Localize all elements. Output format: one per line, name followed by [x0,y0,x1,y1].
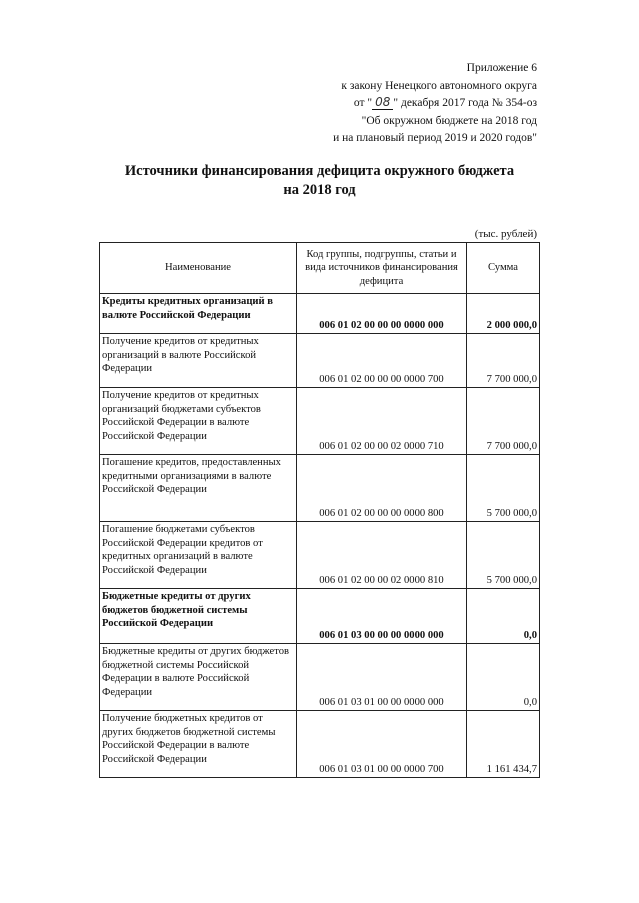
row-code: 006 01 02 00 00 02 0000 710 [297,388,467,455]
row-name: Погашение кредитов, предоставленных кредитными организациями в валюте Российской Федерации [100,455,297,522]
appendix-law-title-1: "Об окружном бюджете на 2018 год [361,114,537,127]
table-row [100,455,540,522]
appendix-date-suffix: " декабря 2017 года № 354-оз [393,97,537,109]
table-row [100,711,540,778]
row-sum: 5 700 000,0 [467,522,540,589]
table-row [100,644,540,711]
financing-sources-table [99,242,540,778]
table-row [100,294,540,334]
table-row [100,589,540,644]
appendix-block [333,60,537,148]
units-label: (тыс. рублей) [474,228,537,240]
title-line-1: Источники финансирования дефицита окружного бюджета [124,163,515,179]
document-title [100,162,539,200]
header-sum: Сумма [467,243,540,294]
row-code: 006 01 03 01 00 00 0000 700 [297,711,467,778]
header-name: Наименование [100,243,297,294]
row-name: Получение бюджетных кредитов от других бюджетов бюджетной системы Российской Федерации в валюте Российской Федерации [100,711,297,778]
row-sum: 0,0 [467,644,540,711]
row-sum: 5 700 000,0 [467,455,540,522]
header-code: Код группы, подгруппы, статьи и вида источников финансирования дефицита [297,243,467,294]
row-code: 006 01 03 00 00 00 0000 000 [297,589,467,644]
appendix-number: Приложение 6 [466,62,537,74]
title-line-2: на 2018 год [283,182,356,198]
row-name: Получение кредитов от кредитных организаций бюджетами субъектов Российской Федерации в валюте Российской Федерации [100,388,297,455]
row-code: 006 01 02 00 00 00 0000 700 [297,334,467,388]
table-row [100,522,540,589]
row-code: 006 01 03 01 00 00 0000 000 [297,644,467,711]
row-sum: 7 700 000,0 [467,388,540,455]
row-name: Кредиты кредитных организаций в валюте Российской Федерации [100,294,297,334]
row-name: Получение кредитов от кредитных организаций в валюте Российской Федерации [100,334,297,388]
row-sum: 0,0 [467,589,540,644]
row-name: Погашение бюджетами субъектов Российской Федерации кредитов от кредитных организаций в валюте Российской Федерации [100,522,297,589]
row-name: Бюджетные кредиты от других бюджетов бюджетной системы Российской Федерации в валюте Российской Федерации [100,644,297,711]
row-name: Бюджетные кредиты от других бюджетов бюджетной системы Российской Федерации [100,589,297,644]
table-header-row [100,243,540,294]
row-sum: 1 161 434,7 [467,711,540,778]
table-row [100,334,540,388]
appendix-date-prefix: от " [353,97,373,109]
row-code: 006 01 02 00 00 00 0000 800 [297,455,467,522]
appendix-date [333,95,537,113]
row-code: 006 01 02 00 00 00 0000 000 [297,294,467,334]
appendix-law: к закону Ненецкого автономного округа [341,79,537,92]
row-sum: 2 000 000,0 [467,294,540,334]
handwritten-day: 08 [372,95,393,110]
row-sum: 7 700 000,0 [467,334,540,388]
appendix-law-title-2: и на плановый период 2019 и 2020 годов" [333,132,537,144]
table-row [100,388,540,455]
row-code: 006 01 02 00 00 02 0000 810 [297,522,467,589]
